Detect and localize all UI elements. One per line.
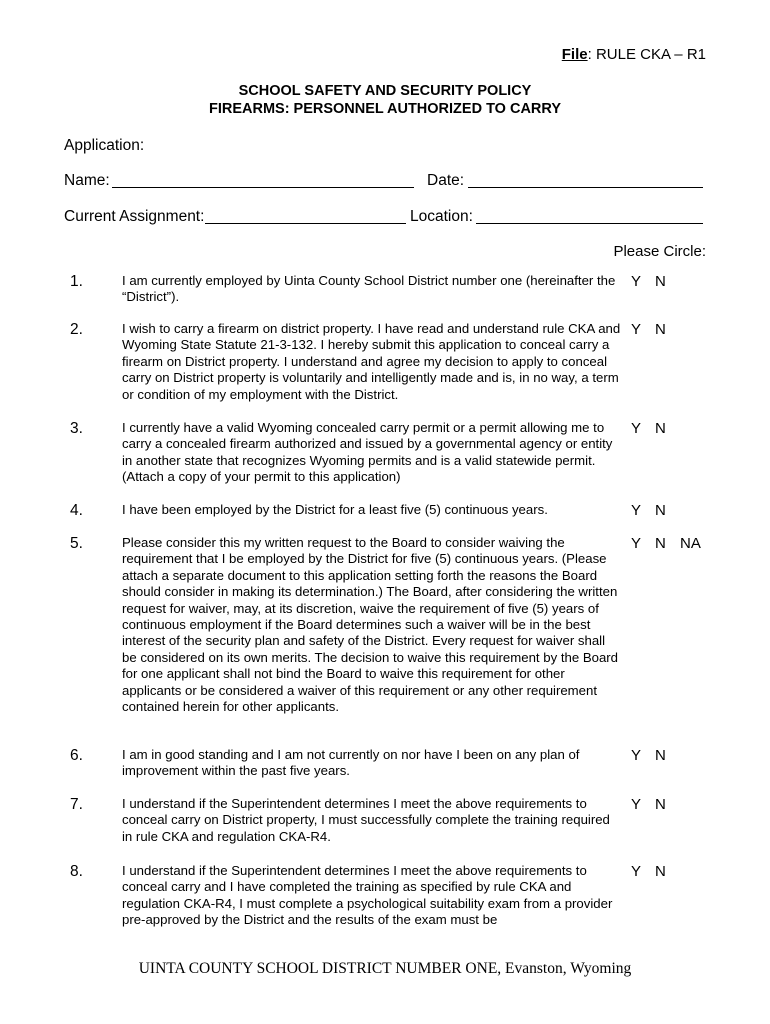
no-option[interactable]: N (655, 273, 666, 290)
yes-option[interactable]: Y (631, 321, 642, 338)
no-option[interactable]: N (655, 321, 666, 338)
please-circle-label: Please Circle: (613, 243, 706, 260)
yes-option[interactable]: Y (631, 535, 642, 552)
file-value: : RULE CKA – R1 (587, 46, 706, 63)
no-option[interactable]: N (655, 863, 666, 880)
name-label: Name: (64, 172, 110, 189)
item-number: 5. (70, 535, 83, 552)
item-text: I understand if the Superintendent determines I meet the above requirements to conceal carry and I have completed the training as specified by rule CKA and regulation CKA-R4, I must complete a psychological suitability exam from a provider pre-approved by the District and the results of the exam must be (122, 863, 613, 928)
location-label: Location: (410, 208, 473, 225)
item-text: I have been employed by the District for a least five (5) continuous years. (122, 502, 548, 517)
yes-option[interactable]: Y (631, 420, 642, 437)
assignment-field[interactable] (205, 223, 406, 224)
item-text: Please consider this my written request to the Board to consider waiving the requirement that I be employed by the District for five (5) continuous years. (Please attach a separate document to this application setting forth the reasons the Board should consider in making its determination.) The Board, after considering the written request for waiver, may, at its discretion, waive the requirement of five (5) years of continuous employment if the Board determines such a waiver will be in the best interest of the security plan and safety of the District. Every request for waiver shall be considered on its own merits. The decision to waive this requirement by the Board for one applicant shall not bind the Board to waive this requirement for other applicants or be considered a waiver of this requirement or any other requirement contained herein for other applicants. (122, 535, 619, 715)
yes-option[interactable]: Y (631, 863, 642, 880)
item-text: I am currently employed by Uinta County School District number one (hereinafter the “District”). (122, 273, 616, 305)
location-field[interactable] (476, 223, 703, 224)
item-text: I wish to carry a firearm on district property. I have read and understand rule CKA and Wyoming State Statute 21-3-132. I hereby submit this application to conceal carry a firearm on District property. I understand and agree my decision to apply to conceal carry on District property is voluntarily and intelligently made and is, in no way, a term or condition of my employment with the District. (122, 321, 621, 402)
item-number: 8. (70, 863, 83, 880)
yes-option[interactable]: Y (631, 747, 642, 764)
document-title: SCHOOL SAFETY AND SECURITY POLICY (238, 83, 532, 99)
item-text: I currently have a valid Wyoming concealed carry permit or a permit allowing me to carry a concealed firearm authorized and issued by a governmental agency or entity in another state that recognizes Wyoming permits and is a valid statewide permit. (Attach a copy of your permit to this application) (122, 420, 613, 485)
file-reference (562, 46, 706, 63)
no-option[interactable]: N (655, 420, 666, 437)
file-label: File (561, 46, 588, 63)
na-option[interactable]: NA (680, 535, 701, 552)
date-field[interactable] (468, 187, 703, 188)
yes-option[interactable]: Y (631, 273, 642, 290)
item-number: 4. (70, 502, 83, 519)
no-option[interactable]: N (655, 796, 666, 813)
document-subtitle: FIREARMS: PERSONNEL AUTHORIZED TO CARRY (208, 101, 562, 117)
no-option[interactable]: N (655, 535, 666, 552)
yes-option[interactable]: Y (631, 796, 642, 813)
date-label: Date: (427, 172, 465, 189)
item-number: 6. (70, 747, 83, 764)
item-number: 7. (70, 796, 83, 813)
item-text: I am in good standing and I am not currently on nor have I been on any plan of improvement within the past five years. (122, 747, 580, 779)
yes-option[interactable]: Y (631, 502, 642, 519)
footer: UINTA COUNTY SCHOOL DISTRICT NUMBER ONE, Evanston, Wyoming (138, 960, 632, 977)
no-option[interactable]: N (655, 747, 666, 764)
item-number: 2. (70, 321, 83, 338)
item-number: 3. (70, 420, 83, 437)
name-field[interactable] (112, 187, 414, 188)
item-number: 1. (70, 273, 83, 290)
application-label: Application: (64, 137, 145, 154)
assignment-label: Current Assignment: (64, 208, 205, 225)
item-text: I understand if the Superintendent determines I meet the above requirements to conceal carry on District property, I must successfully complete the training required in rule CKA and regulation CKA-R4. (122, 796, 610, 844)
no-option[interactable]: N (655, 502, 666, 519)
